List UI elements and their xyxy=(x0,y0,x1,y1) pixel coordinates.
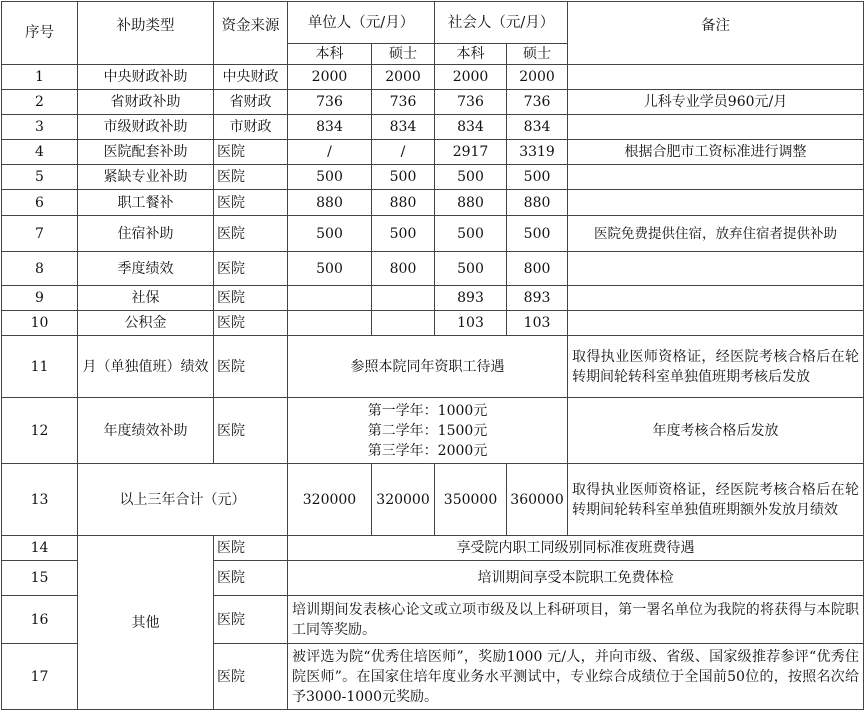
cell-seq: 8 xyxy=(2,252,78,286)
header-row xyxy=(2,2,864,44)
table-row xyxy=(2,115,864,140)
table-row xyxy=(2,252,864,286)
cell-remark xyxy=(568,252,864,286)
cell-source: 市财政 xyxy=(214,115,288,140)
cell-type: 年度绩效补助 xyxy=(78,398,214,464)
cell-remark xyxy=(568,190,864,216)
cell-social-bachelor: 736 xyxy=(435,90,507,115)
cell-unit-bachelor: 500 xyxy=(288,216,372,252)
cell-social-master: 800 xyxy=(507,252,568,286)
header-unit-bachelor: 本科 xyxy=(288,44,372,65)
header-source: 资金来源 xyxy=(214,2,288,65)
cell-source: 医院 xyxy=(214,336,288,398)
cell-unit-bachelor: 880 xyxy=(288,190,372,216)
cell-type: 住宿补助 xyxy=(78,216,214,252)
table-row xyxy=(2,311,864,336)
cell-type: 市级财政补助 xyxy=(78,115,214,140)
cell-unit-master: 500 xyxy=(372,165,435,190)
cell-merged-value: 参照本院同年资职工待遇 xyxy=(288,336,568,398)
cell-unit-master xyxy=(372,286,435,311)
cell-social-master: 893 xyxy=(507,286,568,311)
cell-remark: 医院免费提供住宿，放弃住宿者提供补助 xyxy=(568,216,864,252)
subsidy-table xyxy=(1,1,864,710)
cell-unit-bachelor: 834 xyxy=(288,115,372,140)
cell-social-bachelor: 500 xyxy=(435,216,507,252)
cell-social-bachelor: 500 xyxy=(435,165,507,190)
header-social-master: 硕士 xyxy=(507,44,568,65)
header-social: 社会人（元/月） xyxy=(435,2,568,44)
cell-social-bachelor: 500 xyxy=(435,252,507,286)
cell-remark: 年度考核合格后发放 xyxy=(568,398,864,464)
table-row xyxy=(2,286,864,311)
cell-unit-master xyxy=(372,311,435,336)
table-row xyxy=(2,140,864,165)
cell-merged-text: 培训期间发表核心论文或立项市级及以上科研项目，第一署名单位为我院的将获得与本院职工同等奖励。 xyxy=(288,596,864,644)
cell-unit-master: / xyxy=(372,140,435,165)
table-row xyxy=(2,190,864,216)
cell-seq: 16 xyxy=(2,596,78,644)
cell-social-bachelor: 893 xyxy=(435,286,507,311)
year-3-value: 第三学年：2000元 xyxy=(367,442,488,459)
cell-remark: 取得执业医师资格证，经医院考核合格后在轮转期间轮转科室单独值班期考核后发放 xyxy=(568,336,864,398)
cell-social-master: 3319 xyxy=(507,140,568,165)
table-row xyxy=(2,90,864,115)
cell-remark xyxy=(568,115,864,140)
cell-seq: 7 xyxy=(2,216,78,252)
cell-seq: 14 xyxy=(2,536,78,561)
cell-remark: 儿科专业学员960元/月 xyxy=(568,90,864,115)
header-unit: 单位人（元/月） xyxy=(288,2,435,44)
cell-remark: 根据合肥市工资标准进行调整 xyxy=(568,140,864,165)
header-seq: 序号 xyxy=(2,2,78,65)
cell-social-bachelor: 103 xyxy=(435,311,507,336)
cell-source: 医院 xyxy=(214,398,288,464)
cell-source: 医院 xyxy=(214,561,288,596)
table-row xyxy=(2,65,864,90)
cell-seq: 15 xyxy=(2,561,78,596)
cell-merged-text: 被评选为院“优秀住培医师”，奖励1000 元/人，并向市级、省级、国家级推荐参评“优秀住院医师”。在国家住培年度业务水平测试中，专业综合成绩位于全国前50位的，按照名次给予3000-1000元奖励。 xyxy=(288,644,864,710)
cell-remark: 取得执业医师资格证，经医院考核合格后在轮转期间轮转科室单独值班期额外发放月绩效 xyxy=(568,464,864,536)
cell-unit-bachelor: 2000 xyxy=(288,65,372,90)
cell-unit-master: 834 xyxy=(372,115,435,140)
cell-unit-bachelor: 500 xyxy=(288,165,372,190)
cell-type: 医院配套补助 xyxy=(78,140,214,165)
cell-seq: 11 xyxy=(2,336,78,398)
year-2-value: 第二学年：1500元 xyxy=(367,422,488,439)
cell-merged-text: 培训期间享受本院职工免费体检 xyxy=(288,561,864,596)
cell-remark xyxy=(568,311,864,336)
cell-unit-bachelor: / xyxy=(288,140,372,165)
cell-type: 公积金 xyxy=(78,311,214,336)
cell-social-master: 834 xyxy=(507,115,568,140)
cell-type: 以上三年合计（元） xyxy=(78,464,288,536)
header-type: 补助类型 xyxy=(78,2,214,65)
table-row xyxy=(2,464,864,536)
cell-source: 医院 xyxy=(214,536,288,561)
cell-seq: 3 xyxy=(2,115,78,140)
table-row xyxy=(2,398,864,464)
cell-seq: 1 xyxy=(2,65,78,90)
cell-unit-master: 500 xyxy=(372,216,435,252)
cell-remark xyxy=(568,165,864,190)
cell-seq: 12 xyxy=(2,398,78,464)
cell-type: 职工餐补 xyxy=(78,190,214,216)
cell-type: 紧缺专业补助 xyxy=(78,165,214,190)
cell-unit-bachelor: 320000 xyxy=(288,464,372,536)
cell-unit-bachelor xyxy=(288,311,372,336)
table-row xyxy=(2,165,864,190)
cell-social-master: 500 xyxy=(507,165,568,190)
cell-type-other: 其他 xyxy=(78,536,214,710)
header-remark: 备注 xyxy=(568,2,864,65)
cell-yearly-values xyxy=(288,398,568,464)
cell-social-bachelor: 880 xyxy=(435,190,507,216)
cell-social-master: 103 xyxy=(507,311,568,336)
cell-social-bachelor: 834 xyxy=(435,115,507,140)
cell-unit-master: 2000 xyxy=(372,65,435,90)
cell-source: 医院 xyxy=(214,311,288,336)
table-row xyxy=(2,336,864,398)
cell-source: 医院 xyxy=(214,596,288,644)
cell-social-master: 360000 xyxy=(507,464,568,536)
cell-type: 季度绩效 xyxy=(78,252,214,286)
cell-source: 医院 xyxy=(214,140,288,165)
header-social-bachelor: 本科 xyxy=(435,44,507,65)
header-unit-master: 硕士 xyxy=(372,44,435,65)
cell-seq: 10 xyxy=(2,311,78,336)
cell-social-bachelor: 350000 xyxy=(435,464,507,536)
cell-source: 医院 xyxy=(214,286,288,311)
cell-seq: 13 xyxy=(2,464,78,536)
cell-unit-master: 736 xyxy=(372,90,435,115)
cell-unit-master: 800 xyxy=(372,252,435,286)
cell-source: 医院 xyxy=(214,252,288,286)
cell-source: 医院 xyxy=(214,165,288,190)
cell-social-bachelor: 2000 xyxy=(435,65,507,90)
cell-remark xyxy=(568,65,864,90)
cell-source: 中央财政 xyxy=(214,65,288,90)
cell-seq: 4 xyxy=(2,140,78,165)
cell-type: 社保 xyxy=(78,286,214,311)
cell-social-master: 736 xyxy=(507,90,568,115)
cell-seq: 5 xyxy=(2,165,78,190)
cell-unit-bachelor: 736 xyxy=(288,90,372,115)
cell-seq: 2 xyxy=(2,90,78,115)
cell-social-master: 880 xyxy=(507,190,568,216)
cell-source: 医院 xyxy=(214,644,288,710)
cell-source: 医院 xyxy=(214,190,288,216)
cell-unit-master: 320000 xyxy=(372,464,435,536)
table-row xyxy=(2,216,864,252)
cell-source: 省财政 xyxy=(214,90,288,115)
cell-social-bachelor: 2917 xyxy=(435,140,507,165)
cell-remark xyxy=(568,286,864,311)
cell-social-master: 500 xyxy=(507,216,568,252)
year-1-value: 第一学年：1000元 xyxy=(367,402,488,419)
cell-seq: 17 xyxy=(2,644,78,710)
cell-merged-text: 享受院内职工同级别同标准夜班费待遇 xyxy=(288,536,864,561)
cell-type: 月（单独值班）绩效 xyxy=(78,336,214,398)
cell-type: 省财政补助 xyxy=(78,90,214,115)
cell-seq: 9 xyxy=(2,286,78,311)
table-row xyxy=(2,536,864,561)
cell-seq: 6 xyxy=(2,190,78,216)
cell-type: 中央财政补助 xyxy=(78,65,214,90)
cell-unit-bachelor: 500 xyxy=(288,252,372,286)
cell-unit-bachelor xyxy=(288,286,372,311)
cell-source: 医院 xyxy=(214,216,288,252)
cell-social-master: 2000 xyxy=(507,65,568,90)
cell-unit-master: 880 xyxy=(372,190,435,216)
